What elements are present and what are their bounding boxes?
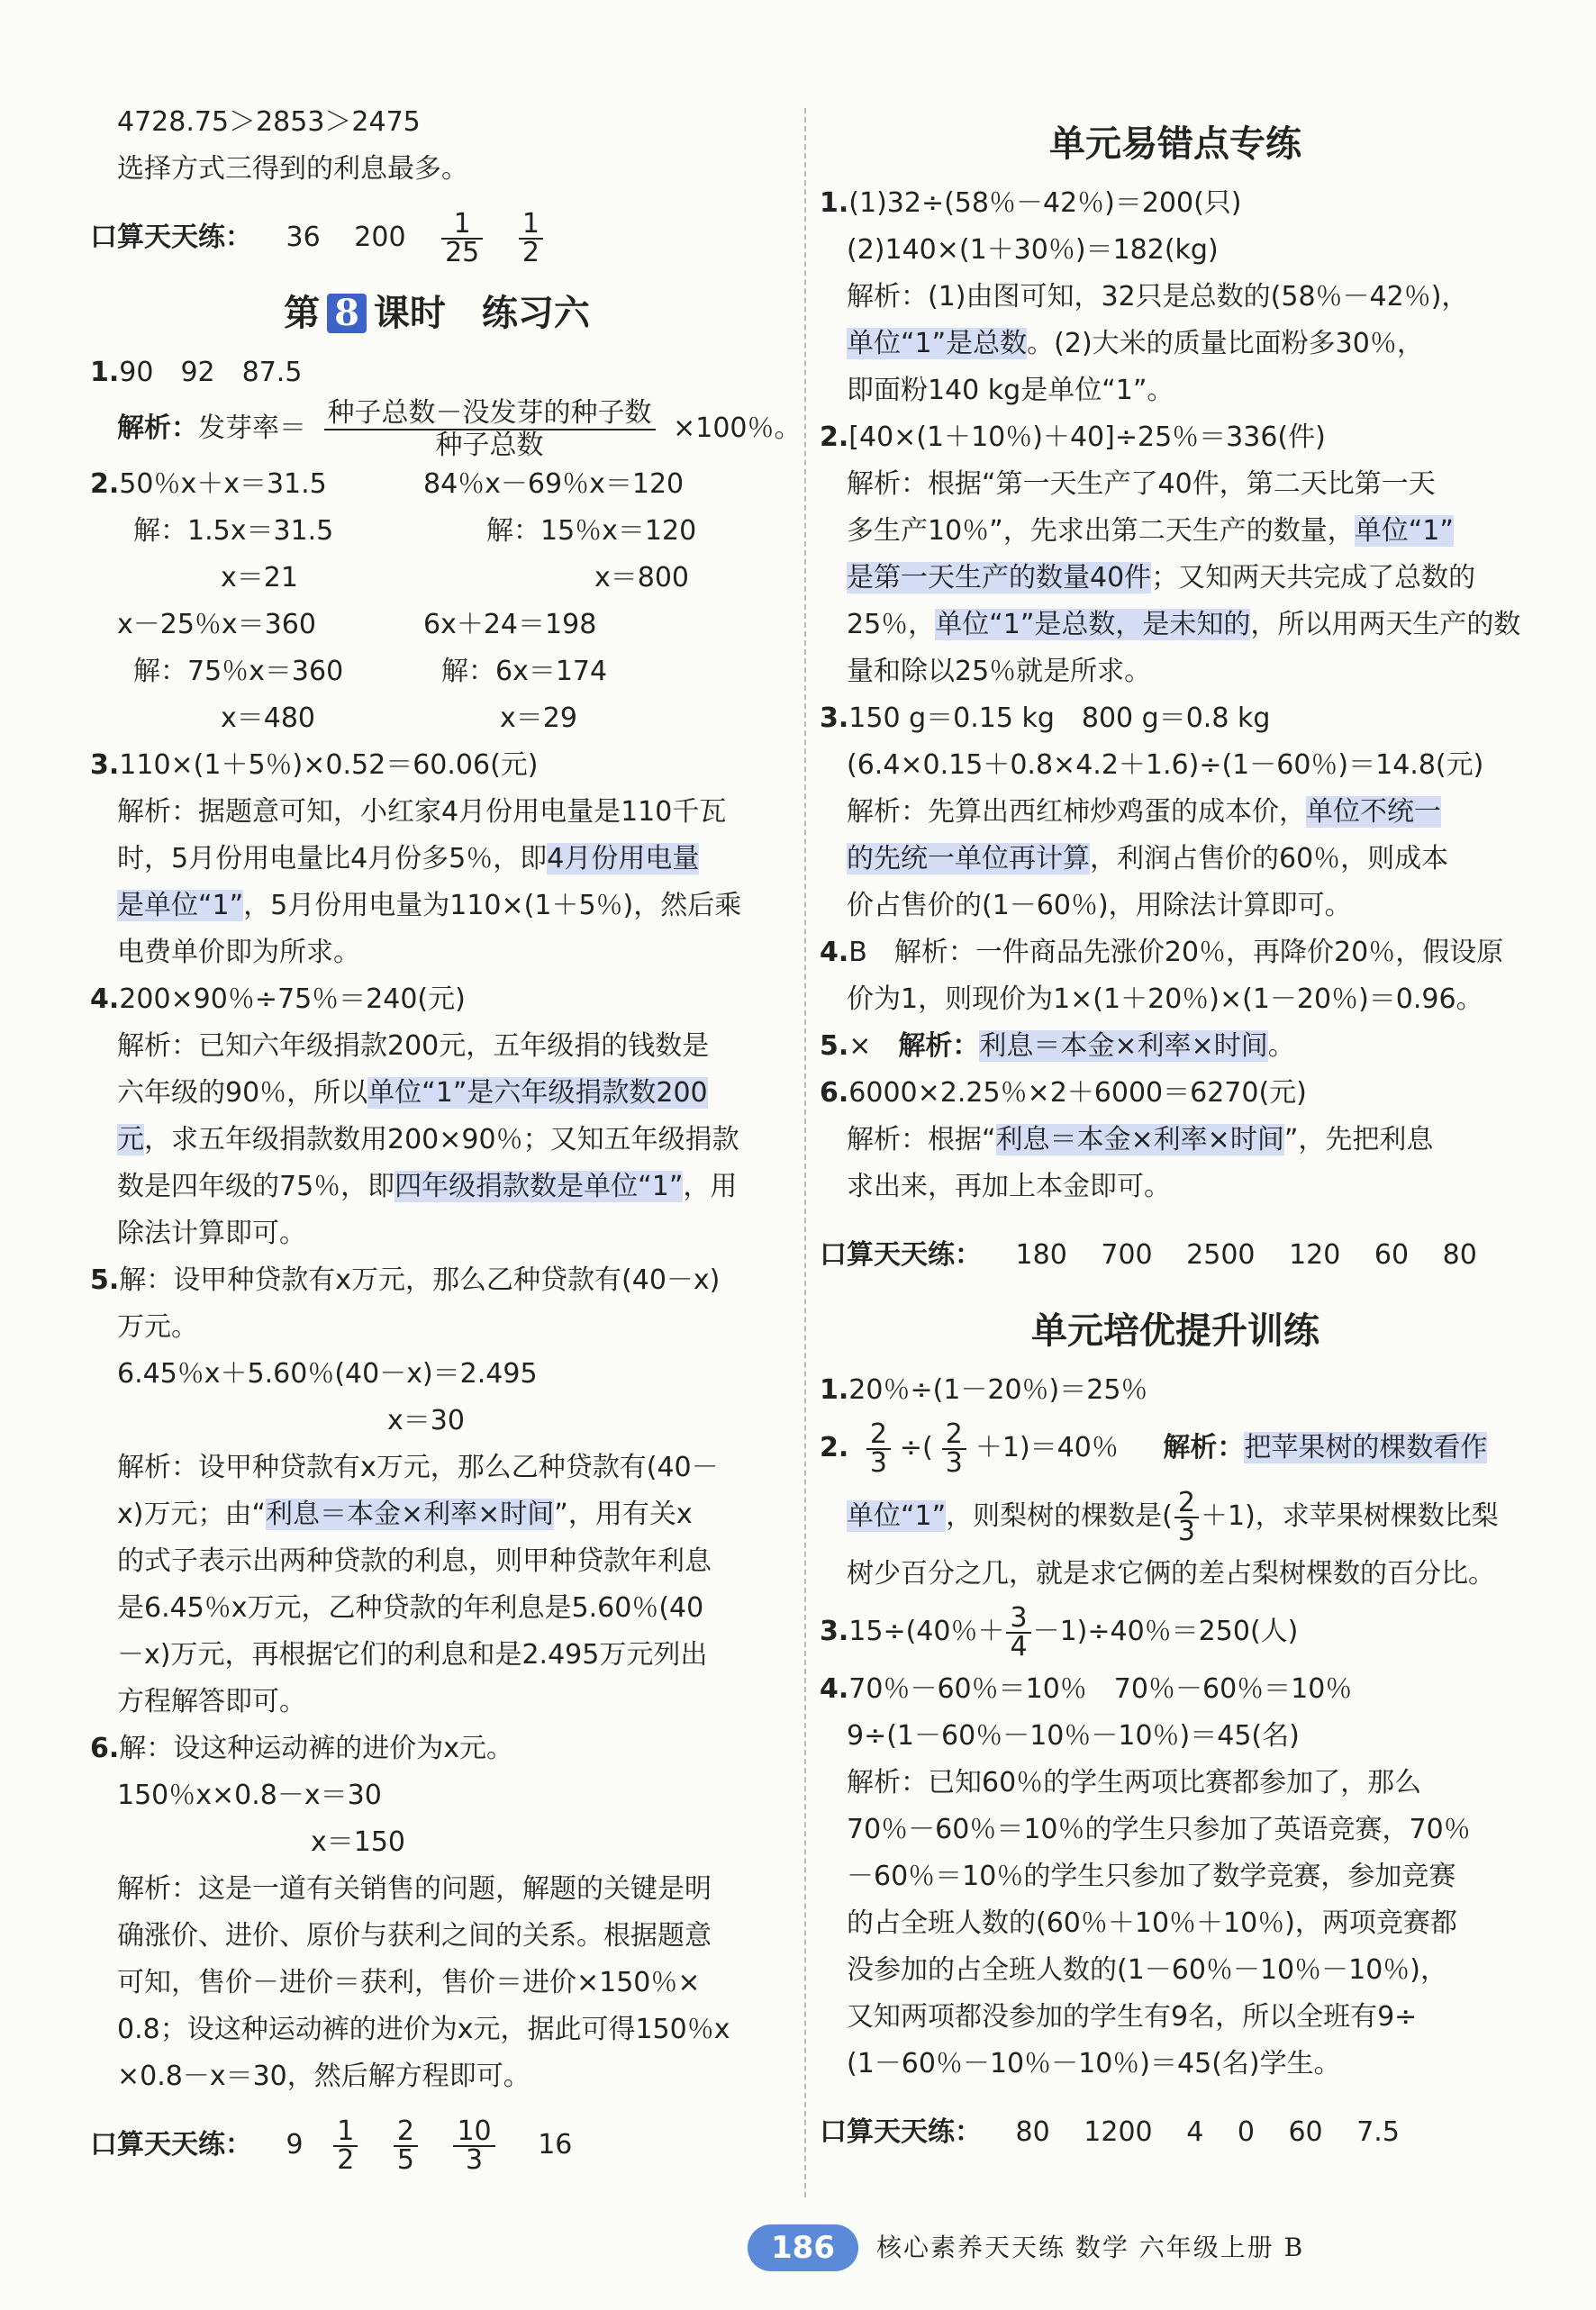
oral-practice: 口算天天练： 80 1200 4 0 60 7.5: [820, 2116, 1400, 2148]
r6: 6.6000×2.25％×2＋6000＝6270(元) 解析：根据“利息＝本金×利率×时间”，先把利息 求出来，再加上本金即可。: [820, 1077, 1434, 1202]
fraction: $\frac{\text{种子总数－没发芽的种子数}}{\text{种子总数}}$: [324, 398, 656, 461]
q3: 3.110×(1＋5％)×0.52＝60.06(元) 解析：据题意可知，小红家4月份用电量是110千瓦 时，5月份用电量比4月份多5％，即4月份用电量 是单位“1”，5月份用电量为110×(1＋5％)，然后乘 电费单价即为所求。: [90, 749, 742, 968]
q1-answer: 1.90 92 87.5: [90, 357, 303, 388]
oral-practice: 口算天天练： 36 200 $\frac{1}{25}$ $\frac{1}{2}$: [90, 209, 784, 267]
s1: 1.20％÷(1－20％)＝25％: [820, 1374, 1148, 1406]
r3: 3.150 g＝0.15 kg 800 g＝0.8 kg (6.4×0.15＋0.8×4.2＋1.6)÷(1－60％)＝14.8(元) 解析：先算出西红柿炒鸡蛋的成本价，单位不统一 的先统一单位再计算，利润占售价的60％，则成本 价占售价的(1－60％)，用除法计算即可。: [820, 702, 1484, 921]
fraction: $\frac{1}{25}$: [441, 211, 483, 267]
section-title: 单元培优提升训练: [1031, 1309, 1319, 1352]
footer-title: 核心素养天天练 数学 六年级上册 B: [875, 2233, 1305, 2262]
q5: 5.解：设甲种贷款有x万元，那么乙种贷款有(40－x) 万元。 6.45％x＋5.60％(40－x)＝2.495 x＝30 解析：设甲种贷款有x万元，那么乙种贷款有(40－ x)万元；由“利息＝本金×利率×时间”，用有关x 的式子表示出两种贷款的利息，则甲种贷款年利息 是6.45％x万元，乙种贷款的年利息是5.60％(40 －x)万元，再根据它们的利息和是2.495万元列出 方程解答即可。: [90, 1264, 721, 1717]
q4: 4.200×90％÷75％＝240(元) 解析：已知六年级捐款200元，五年级捐的钱数是 六年级的90％，所以单位“1”是六年级捐款数200 元，求五年级捐款数用200×90％；又知五年级捐款 数是四年级的75％，即四年级捐款数是单位“1”，用 除法计算即可。: [90, 983, 739, 1249]
s3: 3.15÷(40％＋ $\frac{3}{4}$ －1)÷40％＝250(人): [820, 1601, 1299, 1662]
lesson-title: 第 8 课时 练习六: [284, 292, 590, 334]
r4: 4.B 解析：一件商品先涨价20％，再降价20％，假设原 价为1，则现价为1×(1＋20％)×(1－20％)＝0.96。: [820, 937, 1504, 1015]
text-line: 选择方式三得到的利息最多。: [117, 153, 468, 185]
q6: 6.解：设这种运动裤的进价为x元。 150％x×0.8－x＝30 x＝150 解析：这是一道有关销售的问题，解题的关键是明 确涨价、进价、原价与获利之间的关系。根据题意 可知，售价－进价＝获利，售价＝进价×150％× 0.8；设这种运动裤的进价为x元，据此可得150％x ×0.8－x＝30，然后解方程即可。: [90, 1733, 730, 2092]
fraction: $\frac{2}{5}$: [394, 2118, 418, 2174]
section-title: 单元易错点专练: [1049, 122, 1301, 165]
s2: 2. $\frac{2}{3}$ ÷( $\frac{2}{3}$ ＋1)＝40％ 解析：把苹果树的棵数看作 单位“1”，则梨树的棵数是( $\frac{2}{3}$ ＋1)，求苹果树棵数比梨 树少百分之几，就是求它俩的差占梨树棵数的百分比。: [820, 1418, 1499, 1590]
left-column: [90, 99, 802, 2185]
fraction: $\frac{10}{3}$: [453, 2118, 494, 2174]
text-line: 4728.75＞2853＞2475: [117, 106, 421, 138]
fraction: $\frac{2}{3}$: [942, 1421, 966, 1477]
q2-equations: 2.50％x＋x＝31.5 84％x－69％x＝120 解：1.5x＝31.5 解：15％x＝120 x＝21 x＝800 x－25％x＝360 6x＋24＝198 解：75％x＝360 解：6x＝174 x＝480 x＝29: [90, 468, 697, 734]
fraction: $\frac{1}{2}$: [333, 2118, 358, 2174]
fraction: $\frac{1}{2}$: [519, 211, 543, 267]
oral-practice: 口算天天练： 180 700 2500 120 60 80: [820, 1239, 1477, 1271]
r1: 1.(1)32÷(58％－42％)＝200(只) (2)140×(1＋30％)＝182(kg) 解析：(1)由图可知，32只是总数的(58％－42％)， 单位“1”是总数。(2)大米的质量比面粉多30％， 即面粉140 kg是单位“1”。: [820, 187, 1469, 406]
r2: 2.[40×(1＋10％)＋40]÷25％＝336(件) 解析：根据“第一天生产了40件，第二天比第一天 多生产10％”，先求出第二天生产的数量，单位“1” 是第一天生产的数量40件；又知两天共完成了总数的 25％，单位“1”是总数，是未知的，所以用两天生产的数 量和除以25％就是所求。: [820, 421, 1521, 687]
page-number: 186: [748, 2224, 858, 2271]
s4: 4.70％－60％＝10％ 70％－60％＝10％ 9÷(1－60％－10％－10％)＝45(名) 解析：已知60％的学生两项比赛都参加了，那么 70％－60％＝10％的学生只参加了英语竞赛，70％ －60％＝10％的学生只参加了数学竞赛，参加竞赛 的占全班人数的(60％＋10％＋10％)，两项竞赛都 没参加的占全班人数的(1－60％－10％－10％)， 又知两项都没参加的学生有9名，所以全班有9÷ (1－60％－10％－10％)＝45(名)学生。: [820, 1673, 1471, 2079]
page-footer: [748, 2223, 1304, 2273]
column-divider: [804, 108, 806, 2197]
fraction: $\frac{3}{4}$: [1006, 1605, 1030, 1661]
r5: 5.× 解析：利息＝本金×利率×时间。: [820, 1030, 1295, 1062]
q1-explanation: 解析：发芽率＝ $\frac{\text{种子总数－没发芽的种子数}}{\text{种子总数}}$ ×100％。: [117, 396, 802, 461]
lesson-number-badge: 8: [327, 294, 367, 333]
fraction: $\frac{2}{3}$: [866, 1421, 891, 1477]
right-column: [820, 117, 1531, 2172]
oral-practice: 口算天天练： 9 $\frac{1}{2}$ $\frac{2}{5}$ $\frac{10}{3}$ 16: [90, 2115, 573, 2176]
fraction: $\frac{2}{3}$: [1174, 1490, 1199, 1545]
